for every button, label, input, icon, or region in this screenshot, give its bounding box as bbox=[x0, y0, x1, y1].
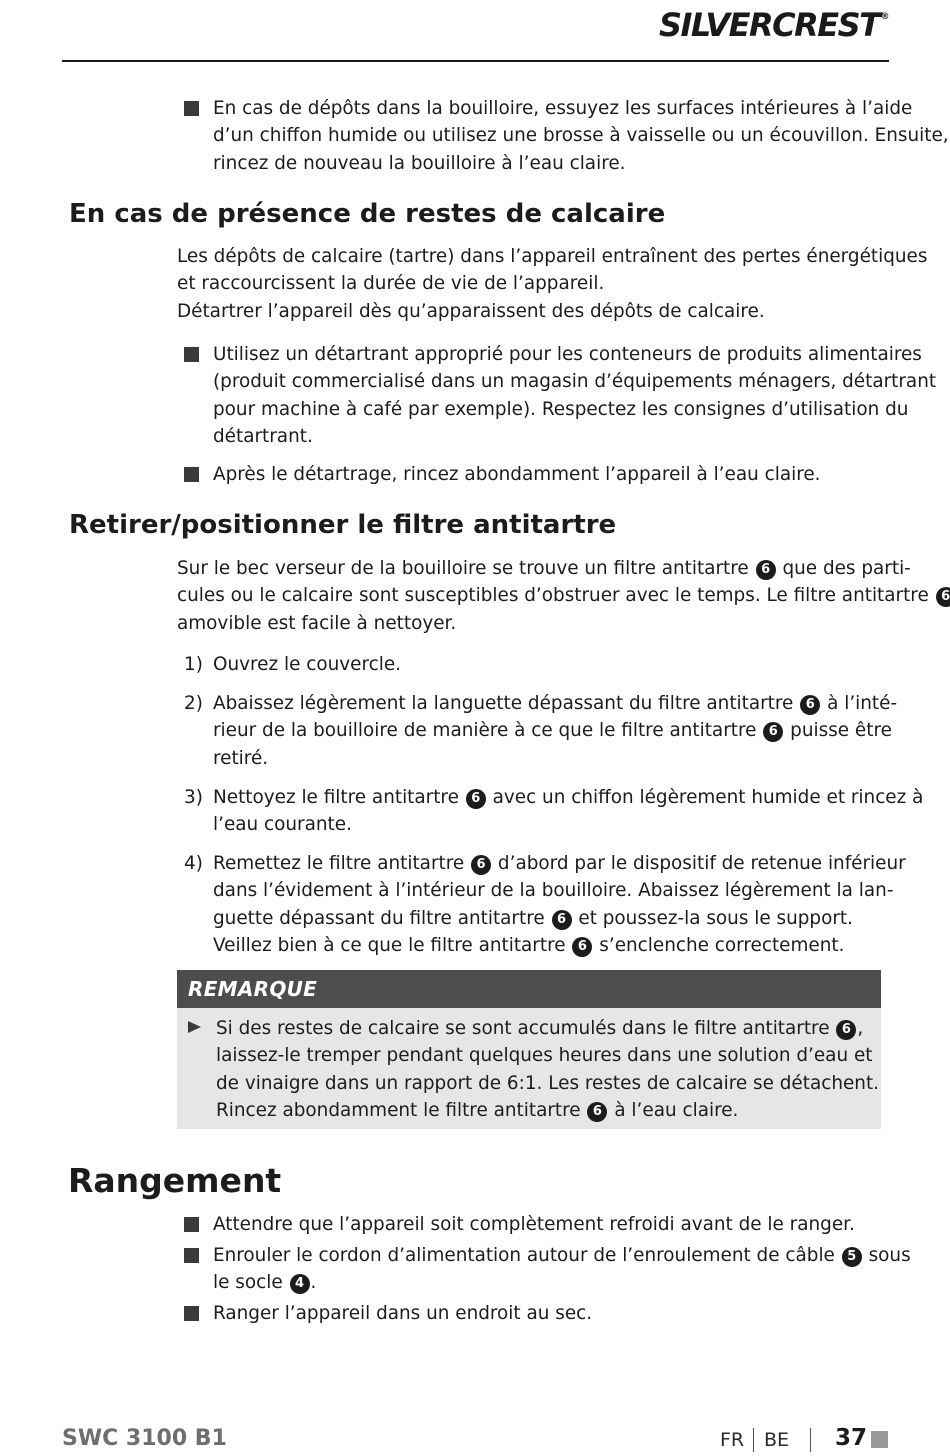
language-fr: FR bbox=[720, 1429, 745, 1451]
calcaire-bullet-2: Après le détartrage, rincez abondamment l’appareil à l’eau claire. bbox=[213, 464, 821, 485]
text-line bbox=[213, 690, 897, 717]
step-number: 3) bbox=[184, 787, 203, 808]
registered-mark: ® bbox=[880, 12, 888, 22]
text-segment: d’abord par le dispositif de retenue inférieur bbox=[497, 853, 906, 874]
text-line: et raccourcissent la durée de vie de l’appareil. bbox=[177, 273, 605, 295]
reference-number-badge: 6 bbox=[466, 789, 486, 809]
step-3-text bbox=[213, 784, 923, 839]
arrow-right-icon bbox=[188, 1021, 201, 1033]
filtre-paragraph bbox=[177, 555, 950, 637]
footer-language-be bbox=[764, 1429, 789, 1451]
text-line: laissez-le tremper pendant quelques heures dans une solution d’eau et bbox=[216, 1045, 873, 1067]
text-line: amovible est facile à nettoyer. bbox=[177, 612, 457, 634]
text-line: l’eau courante. bbox=[213, 814, 352, 836]
text-line: Utilisez un détartrant approprié pour les conteneurs de produits alimentaires bbox=[213, 344, 922, 365]
text-line: dans l’évidement à l’intérieur de la bouilloire. Abaissez légèrement la lan- bbox=[213, 880, 894, 902]
text-line: (produit commercialisé dans un magasin d’équipements ménagers, détartrant bbox=[213, 371, 937, 393]
text-line: retiré. bbox=[213, 747, 269, 769]
text-line bbox=[213, 717, 897, 744]
text-segment: puisse être bbox=[790, 720, 892, 742]
text-segment: Si des restes de calcaire se sont accumulés dans le filtre antitartre bbox=[216, 1018, 830, 1039]
text-segment: Abaissez légèrement la languette dépassant du filtre antitartre bbox=[213, 693, 794, 714]
text-segment: et poussez-la sous le support. bbox=[578, 907, 853, 929]
text-line: En cas de dépôts dans la bouilloire, essuyez les surfaces intérieures à l’aide bbox=[213, 98, 913, 119]
text-line bbox=[213, 905, 906, 932]
bullet-square-icon bbox=[184, 467, 199, 482]
text-segment: , bbox=[857, 1018, 864, 1039]
step-number: 4) bbox=[184, 853, 203, 874]
calcaire-bullet-1 bbox=[213, 341, 936, 451]
note-text bbox=[216, 1015, 879, 1125]
text-segment: Nettoyez le filtre antitartre bbox=[213, 787, 459, 808]
text-segment: rieur de la bouilloire de manière à ce que le filtre antitartre bbox=[213, 720, 757, 742]
text-segment: que des parti- bbox=[782, 558, 911, 579]
text-line bbox=[213, 932, 906, 959]
section-heading-rangement: Rangement bbox=[68, 1161, 282, 1200]
text-line bbox=[177, 582, 950, 609]
text-segment: . bbox=[310, 1272, 317, 1294]
text-segment: Remettez le filtre antitartre bbox=[213, 853, 465, 874]
footer-divider bbox=[753, 1428, 754, 1452]
text-line: pour machine à café par exemple). Respectez les consignes d’utilisation du bbox=[213, 398, 909, 420]
footer-language bbox=[720, 1429, 744, 1451]
calcaire-paragraph bbox=[177, 243, 927, 325]
reference-number-badge: 6 bbox=[572, 937, 592, 957]
text-segment: à l’inté- bbox=[827, 693, 898, 714]
reference-number-badge: 5 bbox=[842, 1247, 862, 1267]
language-be: BE bbox=[764, 1429, 790, 1451]
reference-number-badge: 6 bbox=[587, 1102, 607, 1122]
reference-number-badge: 6 bbox=[936, 587, 950, 607]
intro-bullet-text bbox=[213, 95, 949, 177]
footer-model-number: SWC 3100 B1 bbox=[62, 1426, 227, 1451]
text-line bbox=[216, 1097, 879, 1124]
reference-number-badge: 6 bbox=[800, 695, 820, 715]
brand-part-2: CREST bbox=[772, 6, 880, 44]
text-segment: Sur le bec verseur de la bouilloire se trouve un filtre antitartre bbox=[177, 558, 749, 579]
header-rule bbox=[62, 60, 889, 62]
text-segment: Enrouler le cordon d’alimentation autour de l’enroulement de câble bbox=[213, 1245, 835, 1266]
bullet-square-icon bbox=[184, 1217, 199, 1232]
bullet-square-icon bbox=[184, 1306, 199, 1321]
brand-logo bbox=[659, 6, 888, 44]
text-line bbox=[216, 1015, 879, 1042]
reference-number-badge: 6 bbox=[552, 910, 572, 930]
text-line: Détartrer l’appareil dès qu’apparaissent des dépôts de calcaire. bbox=[177, 300, 765, 322]
page-number: 37 bbox=[835, 1425, 868, 1451]
text-segment: s’enclenche correctement. bbox=[599, 935, 845, 957]
bullet-square-icon bbox=[184, 1248, 199, 1263]
text-segment: le socle bbox=[213, 1272, 283, 1294]
section-heading-filtre: Retirer/positionner le filtre antitartre bbox=[69, 510, 617, 540]
step-4-text bbox=[213, 850, 906, 960]
text-line: d’un chiffon humide ou utilisez une brosse à vaisselle ou un écouvillon. Ensuite, bbox=[213, 125, 949, 147]
text-segment: à l’eau claire. bbox=[614, 1100, 739, 1122]
text-segment: Rincez abondamment le filtre antitartre bbox=[216, 1100, 581, 1122]
reference-number-badge: 6 bbox=[756, 560, 776, 580]
step-2-text bbox=[213, 690, 897, 772]
text-segment: sous bbox=[868, 1245, 911, 1266]
reference-number-badge: 6 bbox=[471, 855, 491, 875]
text-line: rincez de nouveau la bouilloire à l’eau claire. bbox=[213, 152, 626, 174]
text-line bbox=[213, 784, 923, 811]
text-segment: Veillez bien à ce que le filtre antitartre bbox=[213, 935, 566, 957]
step-number: 1) bbox=[184, 654, 203, 675]
bullet-square-icon bbox=[184, 347, 199, 362]
text-segment: avec un chiffon légèrement humide et rincez à bbox=[492, 787, 924, 808]
text-segment: cules ou le calcaire sont susceptibles d’obstruer avec le temps. Le filtre antitartre bbox=[177, 585, 929, 607]
reference-number-badge: 4 bbox=[290, 1274, 310, 1294]
section-heading-calcaire: En cas de présence de restes de calcaire bbox=[69, 199, 666, 229]
text-line: détartrant. bbox=[213, 426, 313, 448]
rangement-bullet-1: Attendre que l’appareil soit complètement refroidi avant de le ranger. bbox=[213, 1214, 855, 1235]
reference-number-badge: 6 bbox=[763, 722, 783, 742]
rangement-bullet-3: Ranger l’appareil dans un endroit au sec. bbox=[213, 1303, 593, 1324]
text-line bbox=[177, 555, 950, 582]
text-line bbox=[213, 1242, 911, 1269]
note-header bbox=[177, 970, 881, 1008]
text-line: de vinaigre dans un rapport de 6:1. Les restes de calcaire se détachent. bbox=[216, 1072, 880, 1094]
reference-number-badge: 6 bbox=[836, 1020, 856, 1040]
step-1-text: Ouvrez le couvercle. bbox=[213, 654, 402, 675]
text-line bbox=[213, 850, 906, 877]
page-marker-square-icon bbox=[871, 1431, 888, 1448]
brand-part-1: SILVER bbox=[658, 6, 773, 44]
footer-divider bbox=[810, 1428, 811, 1452]
bullet-square-icon bbox=[184, 101, 199, 116]
text-line bbox=[213, 1269, 911, 1296]
rangement-bullet-2 bbox=[213, 1242, 911, 1297]
step-number: 2) bbox=[184, 693, 203, 714]
note-label: REMARQUE bbox=[188, 977, 318, 1001]
text-segment: guette dépassant du filtre antitartre bbox=[213, 907, 545, 929]
text-line: Les dépôts de calcaire (tartre) dans l’appareil entraînent des pertes énergétiques bbox=[177, 246, 928, 267]
